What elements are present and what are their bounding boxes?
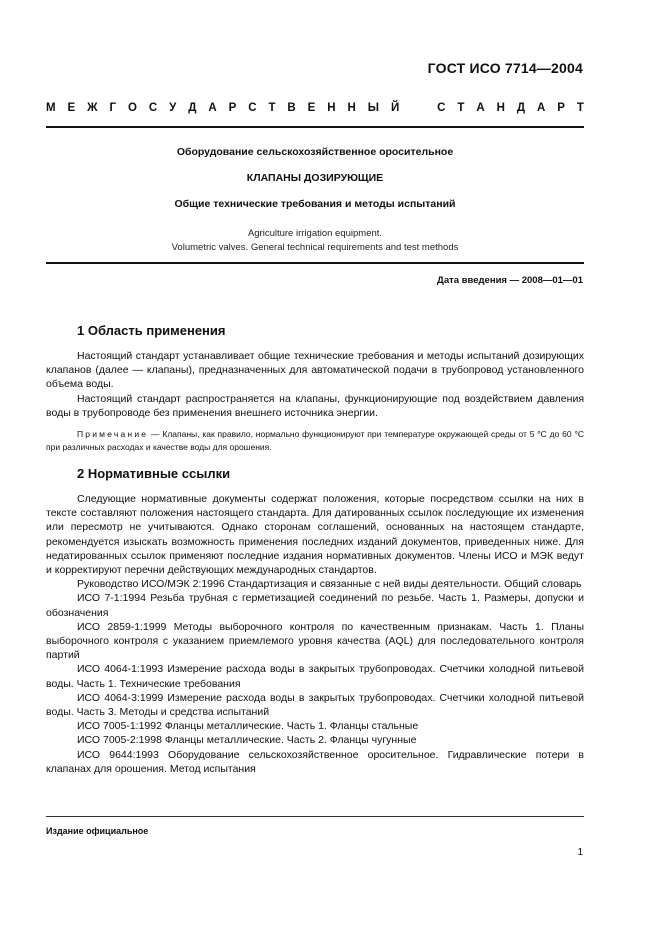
section-1-body <box>46 349 584 420</box>
banner-letter: С <box>148 102 158 114</box>
banner-letter: Т <box>457 102 465 114</box>
reference-item: ИСО 9644:1993 Оборудование сельскохозяйственное оросительное. Гидравлические потери в клапанах для орошения. Метод испытания <box>46 748 584 775</box>
equipment-title: Оборудование сельскохозяйственное оросительное <box>176 146 454 158</box>
subtitle: Общие технические требования и методы испытаний <box>174 198 456 210</box>
top-rule <box>46 126 584 128</box>
introduction-date: Дата введения — 2008—01—01 <box>437 275 583 286</box>
section-1-paragraph-2: Настоящий стандарт распространяется на клапаны, функционирующие под воздействием давления воды в трубопроводе без применения внешнего источника энергии. <box>46 392 584 419</box>
banner-letter: В <box>287 102 296 114</box>
interstate-standard-banner <box>46 102 584 114</box>
banner-letter: Ы <box>367 102 380 114</box>
section-1-paragraph-1: Настоящий стандарт устанавливает общие технические требования и методы испытаний дозирующих клапанов (далее — клапаны), предназначенных для автоматической подачи в трубопровод установленного объема воды. <box>46 350 584 391</box>
english-title-line1: Agriculture irrigation equipment. <box>247 228 383 239</box>
banner-letter: А <box>536 102 546 114</box>
banner-letter: А <box>208 102 217 114</box>
reference-item: ИСО 7005-2:1998 Фланцы металлические. Часть 2. Фланцы чугунные <box>77 734 417 747</box>
banner-letter: Е <box>307 102 316 114</box>
banner-letter: А <box>476 102 485 114</box>
bottom-rule <box>46 816 584 817</box>
banner-letter: О <box>127 102 137 114</box>
banner-letter: Н <box>347 102 356 114</box>
section-2-heading: 2 Нормативные ссылки <box>77 466 231 481</box>
reference-item: ИСО 2859-1:1999 Методы выборочного контроля по качественным признакам. Часть 1. Планы выборочного контроля с указанием приемлемого уровня качества (AQL) для последовательного контроля партий <box>46 620 584 662</box>
banner-letter: Д <box>188 102 197 114</box>
banner-letter: Р <box>228 102 237 114</box>
banner-letter: Ж <box>87 102 98 114</box>
banner-letter: Е <box>67 102 76 114</box>
main-title: КЛАПАНЫ ДОЗИРУЮЩИЕ <box>246 172 384 184</box>
banner-letter: Т <box>576 102 584 114</box>
section-2-body <box>46 492 584 776</box>
reference-item: ИСО 7-1:1994 Резьба трубная с герметизацией соединений по резьбе. Часть 1. Размеры, допуски и обозначения <box>46 592 584 619</box>
page-number: 1 <box>577 847 583 858</box>
section-2-intro: Следующие нормативные документы содержат положения, которые посредством ссылки на них в тексте составляют положения настоящего стандарта. Для датированных ссылок последующие их изменения или пересмотр не учитываются. Однако сторонам соглашений, основанных на настоящем стандарте, рекомендуется изыскать возможность применения последних изданий документов, приведенных ниже. Для недатированных ссылок применяют последние издания нормативных документов. Члены ИСО и МЭК ведут и корректируют перечни действующих международных стандартов. <box>46 493 584 577</box>
banner-letter: Р <box>557 102 565 114</box>
banner-letter: С <box>437 102 446 114</box>
banner-letter: Й <box>390 102 400 114</box>
banner-letter: С <box>248 102 257 114</box>
reference-list <box>46 577 584 776</box>
edition-label: Издание официальное <box>46 826 149 836</box>
section-1-heading: 1 Область применения <box>77 323 226 338</box>
banner-letter: Г <box>109 102 117 114</box>
note-label: Примечание <box>77 429 149 439</box>
banner-letter: М <box>46 102 56 114</box>
banner-letter: Т <box>268 102 276 114</box>
mid-rule <box>46 262 584 264</box>
reference-item: ИСО 7005-1:1992 Фланцы металлические. Часть 1. Фланцы стальные <box>77 720 419 733</box>
reference-item: ИСО 4064-1:1993 Измерение расхода воды в закрытых трубопроводах. Счетчики холодной питьевой воды. Часть 1. Технические требования <box>46 663 584 690</box>
reference-item: Руководство ИСО/МЭК 2:1996 Стандартизация и связанные с ней виды деятельности. Общий словарь <box>77 578 582 591</box>
reference-item: ИСО 4064-3:1999 Измерение расхода воды в закрытых трубопроводах. Счетчики холодной питьевой воды. Часть 3. Методы и средства испытаний <box>46 691 584 719</box>
standard-code: ГОСТ ИСО 7714—2004 <box>427 60 583 76</box>
banner-letter: Н <box>327 102 336 114</box>
banner-letter: Д <box>516 102 526 114</box>
banner-letter: У <box>169 102 177 114</box>
english-title-line2: Volumetric valves. General technical requirements and test methods <box>171 242 459 253</box>
banner-gap <box>411 102 425 114</box>
english-title <box>46 227 584 255</box>
section-1-note <box>46 428 584 454</box>
note-text: — Клапаны, как правило, нормально функционируют при температуре окружающей среды от 5 °С до 60 °С при различных расходах и качестве воды для орошения. <box>46 429 584 452</box>
banner-letter: Н <box>496 102 505 114</box>
